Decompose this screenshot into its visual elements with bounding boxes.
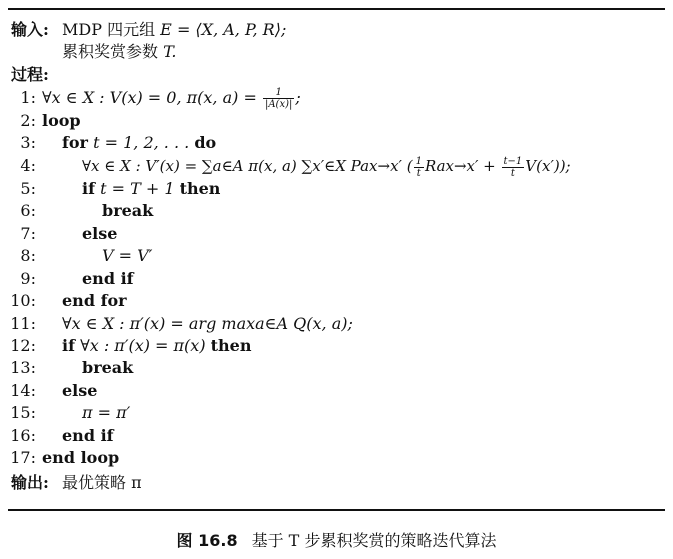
algo-line-6 xyxy=(0,200,673,222)
algo-line-4 xyxy=(0,155,673,177)
figure-label: 图 16.8 xyxy=(176,531,238,550)
line-code: if t = T + 1 then xyxy=(82,179,221,198)
caption-text: 基于 T 步累积奖赏的策略迭代算法 xyxy=(251,531,497,550)
process-label: 过程: xyxy=(11,65,49,84)
input-text-2: 累积奖赏参数 T. xyxy=(62,42,177,61)
line-number: 15: xyxy=(10,403,36,422)
line-code: ∀x ∈ X : V′(x) = ∑a∈A π(x, a) ∑x′∈X Pax→x′ ( $\frac{1}{t}$ Rax→x′ + $\frac{t-1}{t}$ V(x′)); xyxy=(82,155,571,179)
input-text-1: MDP 四元组 E = ⟨X, A, P, R⟩; xyxy=(62,20,287,39)
keyword: else xyxy=(62,381,98,400)
process-line xyxy=(0,64,673,86)
output-line xyxy=(0,472,673,494)
bottom-rule xyxy=(8,509,665,511)
top-rule xyxy=(8,8,665,10)
keyword: break xyxy=(102,201,154,220)
line-number: 14: xyxy=(10,381,36,400)
line-code: V = V′ xyxy=(102,246,153,265)
algo-line-2 xyxy=(0,110,673,132)
line-number: 7: xyxy=(20,224,36,243)
algo-line-16 xyxy=(0,425,673,447)
input-label: 输入: xyxy=(11,20,49,39)
algo-line-1 xyxy=(0,87,673,109)
line-number: 11: xyxy=(10,314,36,333)
line-number: 2: xyxy=(20,111,36,130)
line-number: 1: xyxy=(20,88,36,107)
keyword: loop xyxy=(42,111,81,130)
fraction: $\frac{1}{t}$ xyxy=(415,155,422,179)
algo-line-13 xyxy=(0,357,673,379)
line-code: if ∀x : π′(x) = π(x) then xyxy=(62,336,252,355)
line-number: 6: xyxy=(20,201,36,220)
algo-line-8 xyxy=(0,245,673,267)
line-code: ∀x ∈ X : π′(x) = arg maxa∈A Q(x, a); xyxy=(62,314,353,333)
line-number: 10: xyxy=(10,291,36,310)
algo-line-7 xyxy=(0,223,673,245)
line-number: 3: xyxy=(20,133,36,152)
keyword: end if xyxy=(82,269,134,288)
input-line-1 xyxy=(0,19,673,41)
algo-line-5 xyxy=(0,178,673,200)
keyword: end if xyxy=(62,426,114,445)
algo-line-14 xyxy=(0,380,673,402)
line-number: 4: xyxy=(20,156,36,175)
algo-line-3 xyxy=(0,132,673,154)
line-number: 8: xyxy=(20,246,36,265)
figure-caption xyxy=(0,530,673,552)
line-number: 13: xyxy=(10,358,36,377)
output-text: 最优策略 π xyxy=(62,473,142,492)
line-code: for t = 1, 2, . . . do xyxy=(62,133,217,152)
output-label: 输出: xyxy=(11,473,49,492)
line-code: π = π′ xyxy=(82,403,131,422)
algo-line-9 xyxy=(0,268,673,290)
algo-line-11 xyxy=(0,313,673,335)
keyword: end for xyxy=(62,291,127,310)
algo-line-15 xyxy=(0,402,673,424)
line-number: 16: xyxy=(10,426,36,445)
algo-line-12 xyxy=(0,335,673,357)
fraction: $\frac{1}{|A(x)|}$ xyxy=(264,87,293,110)
keyword: else xyxy=(82,224,118,243)
keyword: end loop xyxy=(42,448,120,467)
input-line-2 xyxy=(0,41,673,63)
fraction: $\frac{t-1}{t}$ xyxy=(503,155,523,179)
keyword: break xyxy=(82,358,134,377)
algo-line-10 xyxy=(0,290,673,312)
line-number: 12: xyxy=(10,336,36,355)
line-code: ∀x ∈ X : V(x) = 0, π(x, a) = $\frac{1}{|A(x)|}$ ; xyxy=(42,87,301,110)
algo-line-17 xyxy=(0,447,673,469)
line-number: 17: xyxy=(10,448,36,467)
line-number: 5: xyxy=(20,179,36,198)
line-number: 9: xyxy=(20,269,36,288)
